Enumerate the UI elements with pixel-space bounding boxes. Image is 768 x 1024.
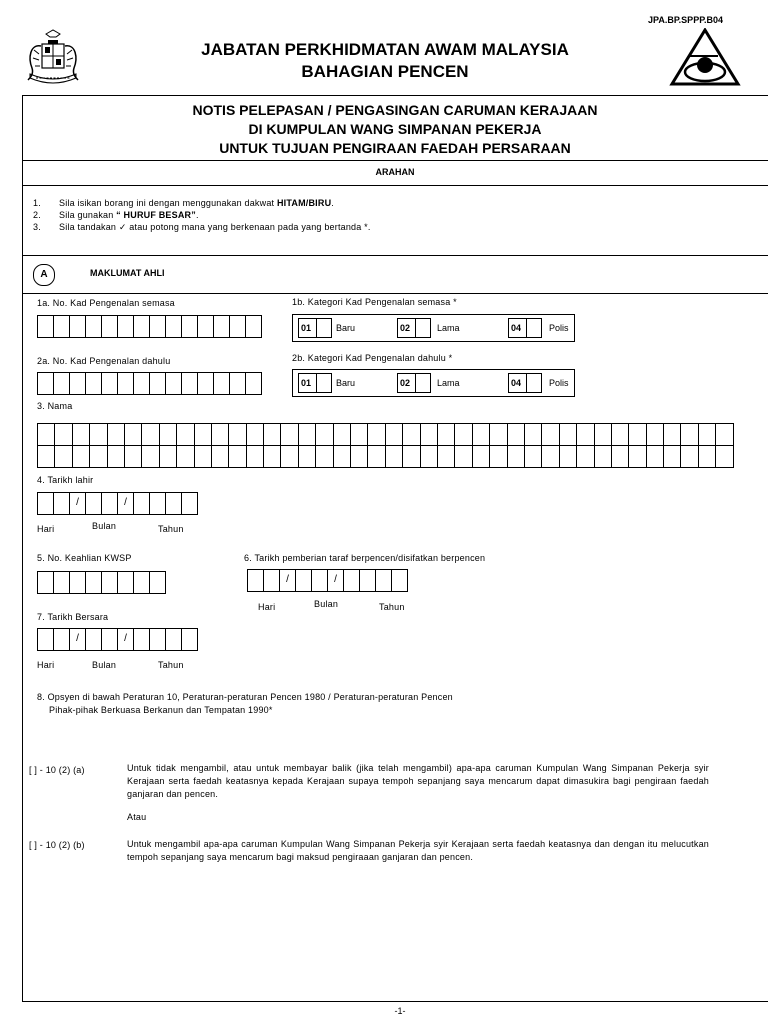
year-label: Tahun (158, 660, 184, 670)
char-box[interactable] (507, 423, 525, 446)
char-box[interactable] (263, 445, 281, 468)
char-box[interactable] (489, 445, 507, 468)
char-box[interactable] (165, 372, 182, 395)
char-box[interactable] (229, 315, 246, 338)
char-box[interactable] (489, 423, 507, 446)
char-box[interactable] (72, 445, 90, 468)
char-box[interactable] (680, 423, 698, 446)
char-box[interactable] (37, 571, 54, 594)
char-box[interactable] (228, 423, 246, 446)
char-box[interactable] (375, 569, 392, 592)
char-box[interactable] (472, 445, 490, 468)
month-label: Bulan (314, 599, 339, 609)
char-box[interactable] (107, 445, 125, 468)
month-label: Bulan (92, 521, 117, 531)
char-box[interactable] (159, 423, 177, 446)
char-box[interactable] (176, 423, 194, 446)
char-box[interactable] (37, 492, 54, 515)
option-a-text: Untuk tidak mengambil, atau untuk membayar balik (jika telah mengambil) apa-apa caruman Kumpulan Wang Simpanan Pekerja syir Kerajaan serta faedah keatasnya kepada Kerajaan supaya tempoh sepanjang saya mencarum dapat dimasukira bagi pengiraan faedah ganjaran dan pencen. (127, 763, 709, 799)
ic-current-category-options (292, 314, 575, 342)
char-box[interactable] (117, 315, 134, 338)
instruction-item (33, 222, 371, 233)
char-box[interactable] (245, 372, 262, 395)
date-separator: / (117, 492, 134, 515)
char-box[interactable] (117, 571, 134, 594)
ic-previous-category-label: 2b. Kategori Kad Pengenalan dahulu * (292, 353, 453, 363)
char-box[interactable] (611, 445, 629, 468)
instruction-text: Sila gunakan (59, 210, 117, 220)
month-label: Bulan (92, 660, 117, 670)
char-box[interactable] (246, 445, 264, 468)
date-separator: / (69, 628, 86, 651)
char-box[interactable] (315, 445, 333, 468)
char-box[interactable] (197, 315, 214, 338)
option-label-line1: 8. Opsyen di bawah Peraturan 10, Peraturan-peraturan Pencen 1980 / Peraturan-peraturan Pencen (37, 692, 453, 702)
char-box[interactable] (594, 423, 612, 446)
char-box[interactable] (54, 445, 72, 468)
char-box[interactable] (53, 492, 70, 515)
char-box[interactable] (117, 372, 134, 395)
char-box[interactable] (229, 372, 246, 395)
category-checkbox-lama[interactable]: 02 (397, 373, 431, 393)
instruction-number: 1. (33, 198, 41, 208)
char-box[interactable] (85, 571, 102, 594)
category-name: Lama (437, 323, 460, 333)
char-box[interactable] (454, 423, 472, 446)
ic-previous-input[interactable] (37, 372, 261, 395)
char-box[interactable] (159, 445, 177, 468)
char-box[interactable] (454, 445, 472, 468)
char-box[interactable] (194, 423, 212, 446)
char-box[interactable] (391, 569, 408, 592)
char-box[interactable] (246, 423, 264, 446)
char-box[interactable] (37, 315, 54, 338)
char-box[interactable] (524, 445, 542, 468)
name-input-grid[interactable] (37, 423, 733, 467)
char-box[interactable] (141, 423, 159, 446)
or-label: Atau (127, 812, 147, 822)
char-box[interactable] (663, 423, 681, 446)
instruction-text: . (331, 198, 334, 208)
char-box[interactable] (359, 569, 376, 592)
char-box[interactable] (472, 423, 490, 446)
char-box[interactable] (165, 315, 182, 338)
char-box[interactable] (385, 445, 403, 468)
category-name: Baru (336, 323, 356, 333)
category-checkbox-baru[interactable]: 01 (298, 318, 332, 338)
char-box[interactable] (181, 372, 198, 395)
document-code: JPA.BP.SPPP.B04 (648, 15, 724, 25)
char-box[interactable] (53, 628, 70, 651)
char-box[interactable] (69, 372, 86, 395)
category-name: Baru (336, 378, 356, 388)
page-number: -1- (394, 1006, 406, 1016)
agency-title: JABATAN PERKHIDMATAN AWAM MALAYSIA (201, 40, 569, 59)
instruction-bold-text: “ HURUF BESAR” (116, 210, 196, 220)
char-box[interactable] (350, 423, 368, 446)
instruction-bold-text: HITAM/BIRU (276, 198, 332, 208)
char-box[interactable] (133, 372, 150, 395)
char-box[interactable] (211, 445, 229, 468)
char-box[interactable] (141, 445, 159, 468)
char-box[interactable] (541, 445, 559, 468)
char-box[interactable] (124, 445, 142, 468)
char-box[interactable] (69, 571, 86, 594)
char-box[interactable] (107, 423, 125, 446)
char-box[interactable] (181, 315, 198, 338)
char-box[interactable] (245, 315, 262, 338)
section-letter: A (33, 264, 55, 286)
year-label: Tahun (158, 524, 184, 534)
char-box[interactable] (197, 372, 214, 395)
char-box[interactable] (402, 445, 420, 468)
char-box[interactable] (611, 423, 629, 446)
pensionable-date-label: 6. Tarikh pemberian taraf berpencen/disifatkan berpencen (244, 553, 486, 563)
char-box[interactable] (715, 445, 733, 468)
char-box[interactable] (507, 445, 525, 468)
char-box[interactable] (101, 315, 118, 338)
instruction-text: Sila tandakan ✓ atau potong mana yang berkenaan pada yang bertanda *. (59, 222, 371, 232)
ic-previous-category-options (292, 369, 575, 397)
instruction-number: 2. (33, 210, 41, 220)
birth-date-label: 4. Tarikh lahir (37, 475, 94, 485)
char-box[interactable] (437, 423, 455, 446)
char-box[interactable] (541, 423, 559, 446)
coat-of-arms-icon (22, 28, 84, 88)
instruction-item (33, 198, 334, 208)
char-box[interactable] (149, 372, 166, 395)
char-box[interactable] (176, 445, 194, 468)
char-box[interactable] (420, 445, 438, 468)
option-a-checkbox[interactable]: [ ] - 10 (2) (a) (29, 765, 85, 775)
char-box[interactable] (350, 445, 368, 468)
name-label: 3. Nama (37, 401, 73, 411)
char-box[interactable] (53, 315, 70, 338)
option-b-checkbox[interactable]: [ ] - 10 (2) (b) (29, 840, 85, 850)
divider (22, 185, 768, 186)
char-box[interactable] (37, 372, 54, 395)
char-box[interactable] (228, 445, 246, 468)
char-box[interactable] (295, 569, 312, 592)
kwsp-number-label: 5. No. Keahlian KWSP (37, 553, 132, 563)
char-box[interactable] (715, 423, 733, 446)
char-box[interactable] (698, 445, 716, 468)
char-box[interactable] (559, 445, 577, 468)
option-b-text: Untuk mengambil apa-apa caruman Kumpulan Wang Simpanan Pekerja syir Kerajaan serta faedah keatasnya dan dengan itu melucutkan tempoh sepanjang saya mencarum bagi maksud pengiraaan ganjaran dan pencen. (127, 839, 709, 862)
category-name: Polis (549, 378, 569, 388)
char-box[interactable] (367, 445, 385, 468)
char-box[interactable] (37, 445, 55, 468)
char-box[interactable] (628, 445, 646, 468)
char-box[interactable] (576, 423, 594, 446)
char-box[interactable] (89, 423, 107, 446)
char-box[interactable] (646, 423, 664, 446)
char-box[interactable] (680, 445, 698, 468)
char-box[interactable] (89, 445, 107, 468)
jpa-logo-icon (668, 28, 742, 88)
char-box[interactable] (53, 372, 70, 395)
char-box[interactable] (280, 423, 298, 446)
char-box[interactable] (576, 445, 594, 468)
category-checkbox-baru[interactable]: 01 (298, 373, 332, 393)
char-box[interactable] (263, 569, 280, 592)
year-label: Tahun (379, 602, 405, 612)
char-box[interactable] (247, 569, 264, 592)
date-separator: / (117, 628, 134, 651)
char-box[interactable] (181, 628, 198, 651)
char-box[interactable] (298, 423, 316, 446)
char-box[interactable] (437, 445, 455, 468)
char-box[interactable] (333, 445, 351, 468)
char-box[interactable] (367, 423, 385, 446)
char-box[interactable] (211, 423, 229, 446)
char-box[interactable] (85, 628, 102, 651)
day-label: Hari (37, 524, 55, 534)
char-box[interactable] (85, 372, 102, 395)
char-box[interactable] (315, 423, 333, 446)
char-box[interactable] (559, 423, 577, 446)
char-box[interactable] (124, 423, 142, 446)
char-box[interactable] (333, 423, 351, 446)
char-box[interactable] (37, 423, 55, 446)
date-separator: / (69, 492, 86, 515)
char-box[interactable] (37, 628, 54, 651)
day-label: Hari (258, 602, 276, 612)
char-box[interactable] (280, 445, 298, 468)
char-box[interactable] (524, 423, 542, 446)
divider (22, 293, 768, 294)
char-box[interactable] (101, 492, 118, 515)
char-box[interactable] (54, 423, 72, 446)
char-box[interactable] (311, 569, 328, 592)
char-box[interactable] (101, 571, 118, 594)
ic-previous-label: 2a. No. Kad Pengenalan dahulu (37, 356, 171, 366)
char-box[interactable] (149, 492, 166, 515)
char-box[interactable] (133, 315, 150, 338)
notice-title-line1: NOTIS PELEPASAN / PENGASINGAN CARUMAN KERAJAAN (192, 102, 598, 118)
instruction-number: 3. (33, 222, 41, 232)
char-box[interactable] (343, 569, 360, 592)
char-box[interactable] (53, 571, 70, 594)
char-box[interactable] (101, 372, 118, 395)
retirement-date-label: 7. Tarikh Bersara (37, 612, 109, 622)
divider (22, 160, 768, 161)
char-box[interactable] (133, 628, 150, 651)
char-box[interactable] (69, 315, 86, 338)
char-box[interactable] (646, 445, 664, 468)
char-box[interactable] (72, 423, 90, 446)
instruction-text: . (195, 210, 199, 220)
option-label-line2: Pihak-pihak Berkuasa Berkanun dan Tempatan 1990* (49, 705, 273, 715)
category-checkbox-lama[interactable]: 02 (397, 318, 431, 338)
char-box[interactable] (402, 423, 420, 446)
day-label: Hari (37, 660, 55, 670)
category-checkbox-polis[interactable]: 04 (508, 373, 542, 393)
char-box[interactable] (628, 423, 646, 446)
notice-title-line2: DI KUMPULAN WANG SIMPANAN PEKERJA (248, 121, 542, 137)
char-box[interactable] (298, 445, 316, 468)
instruction-text: Sila isikan borang ini dengan menggunakan dakwat (59, 198, 277, 208)
date-separator: / (279, 569, 296, 592)
char-box[interactable] (101, 628, 118, 651)
char-box[interactable] (194, 445, 212, 468)
date-separator: / (327, 569, 344, 592)
kwsp-number-input[interactable] (37, 571, 165, 594)
char-box[interactable] (133, 492, 150, 515)
pensionable-date-input[interactable] (247, 569, 407, 592)
char-box[interactable] (149, 571, 166, 594)
char-box[interactable] (149, 315, 166, 338)
category-name: Polis (549, 323, 569, 333)
char-box[interactable] (85, 492, 102, 515)
division-title: BAHAGIAN PENCEN (301, 62, 469, 81)
ic-current-input[interactable] (37, 315, 261, 338)
birth-date-input[interactable] (37, 492, 197, 515)
char-box[interactable] (385, 423, 403, 446)
char-box[interactable] (263, 423, 281, 446)
char-box[interactable] (133, 571, 150, 594)
instructions-heading: ARAHAN (375, 167, 415, 177)
char-box[interactable] (213, 315, 230, 338)
char-box[interactable] (213, 372, 230, 395)
instruction-item (33, 210, 199, 220)
char-box[interactable] (165, 628, 182, 651)
char-box[interactable] (149, 628, 166, 651)
ic-current-category-label: 1b. Kategori Kad Pengenalan semasa * (292, 297, 457, 307)
category-name: Lama (437, 378, 460, 388)
char-box[interactable] (85, 315, 102, 338)
category-checkbox-polis[interactable]: 04 (508, 318, 542, 338)
section-title: MAKLUMAT AHLI (90, 268, 165, 278)
notice-title-line3: UNTUK TUJUAN PENGIRAAN FAEDAH PERSARAAN (219, 140, 571, 156)
char-box[interactable] (594, 445, 612, 468)
char-box[interactable] (181, 492, 198, 515)
char-box[interactable] (663, 445, 681, 468)
char-box[interactable] (698, 423, 716, 446)
ic-current-label: 1a. No. Kad Pengenalan semasa (37, 298, 175, 308)
char-box[interactable] (165, 492, 182, 515)
retirement-date-input[interactable] (37, 628, 197, 651)
char-box[interactable] (420, 423, 438, 446)
divider (22, 255, 768, 256)
